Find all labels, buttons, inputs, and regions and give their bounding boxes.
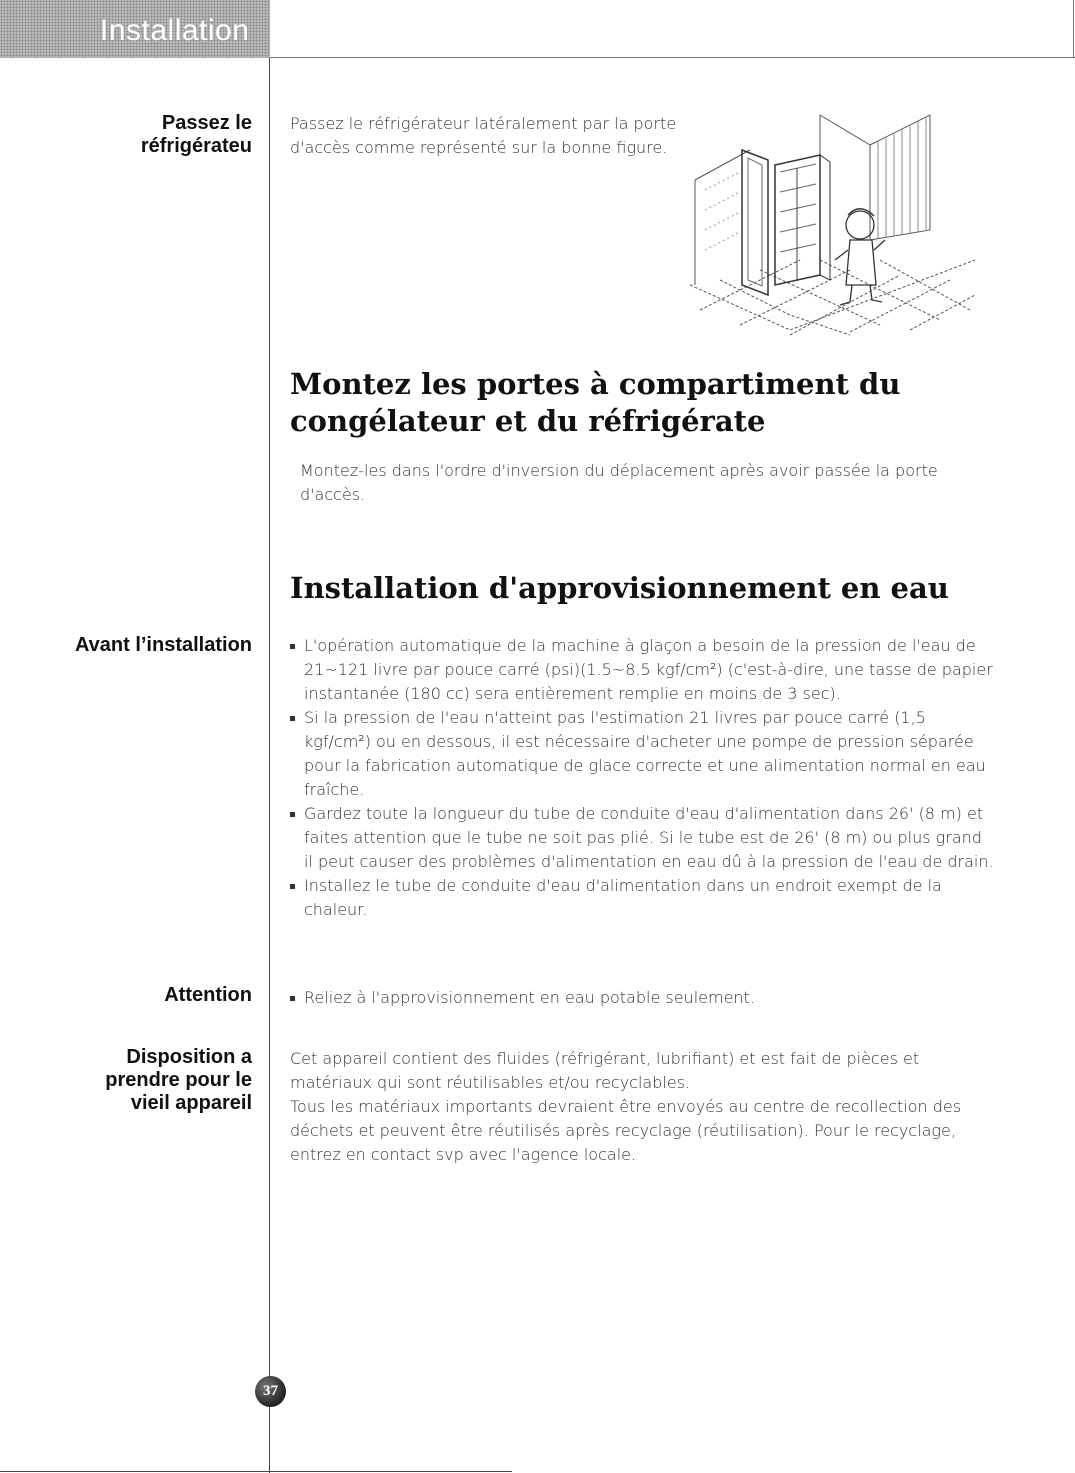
heading-line: Montez les portes à compartiment du bbox=[290, 367, 901, 401]
label-line: Passez le bbox=[161, 112, 252, 134]
column-divider bbox=[269, 58, 270, 1473]
water-bullets bbox=[290, 634, 995, 922]
label-attention: Attention bbox=[164, 984, 252, 1006]
label-move-fridge bbox=[141, 112, 252, 158]
section-title: Installation bbox=[100, 14, 250, 47]
page-number: 37 bbox=[263, 1383, 278, 1399]
text-line: d'accès. bbox=[300, 485, 366, 504]
label-line: vieil appareil bbox=[130, 1092, 252, 1114]
label-line: Disposition a bbox=[126, 1046, 252, 1068]
mount-doors-text bbox=[300, 459, 1020, 507]
bullet-item: Reliez à l'approvisionnement en eau potable seulement. bbox=[290, 986, 995, 1010]
disposal-text bbox=[290, 1047, 980, 1167]
move-fridge-text bbox=[290, 112, 680, 160]
section-tab bbox=[0, 0, 270, 58]
label-line: réfrigérateu bbox=[140, 135, 252, 157]
disposal-paragraph: Tous les matériaux importants devraient être envoyés au centre de recollection des déchets et peuvent être réutilisés après recyclage (réutilisation). Pour le recyclage, entrez en contact svp avec l'agence locale. bbox=[290, 1097, 962, 1164]
label-before-install: Avant l’installation bbox=[74, 634, 252, 656]
bullet-item: L'opération automatique de la machine à glaçon a besoin de la pression de l'eau de 21~121 livre par pouce carré (psi)(1.5~8.5 kgf/cm²) (c'est-à-dire, une tasse de papier instantanée (180 cc) sera entièrement remplie en moins de 3 sec). bbox=[290, 634, 995, 706]
heading-water-supply: Installation d'approvisionnement en eau bbox=[290, 571, 949, 605]
fridge-doorway-illustration bbox=[680, 110, 980, 345]
page-number-badge bbox=[255, 1376, 286, 1407]
heading-line: congélateur et du réfrigérate bbox=[290, 404, 766, 438]
disposal-paragraph: Cet appareil contient des fluides (réfrigérant, lubrifiant) et est fait de pièces et matériaux qui sont réutilisables et/ou recyclables. bbox=[290, 1049, 920, 1092]
bullet-item: Si la pression de l'eau n'atteint pas l'estimation 21 livres par pouce carré (1,5 kgf/cm²) ou en dessous, il est nécessaire d'acheter une pompe de pression séparée pour la fabrication automatique de glace correcte et une alimentation normal en eau fraîche. bbox=[290, 706, 995, 802]
bullet-item: Gardez toute la longueur du tube de conduite d'eau d'alimentation dans 26' (8 m) et faites attention que le tube ne soit pas plié. Si le tube est de 26' (8 m) ou plus grand il peut causer des problèmes d'alimentation en eau dû à la pression de l'eau de drain. bbox=[290, 802, 995, 874]
attention-text bbox=[290, 986, 995, 1010]
label-line: prendre pour le bbox=[105, 1069, 252, 1091]
bullet-item: Installez le tube de conduite d'eau d'alimentation dans un endroit exempt de la chaleur. bbox=[290, 874, 995, 922]
heading-mount-doors bbox=[290, 366, 900, 440]
footer-rule bbox=[0, 1471, 512, 1472]
text-line: Passez le réfrigérateur latéralement par la porte bbox=[290, 114, 677, 133]
text-line: d'accès comme représenté sur la bonne figure. bbox=[290, 138, 668, 157]
header-rule bbox=[270, 57, 1075, 58]
header-edge bbox=[1073, 0, 1074, 58]
label-disposal bbox=[105, 1046, 252, 1115]
text-line: Montez-les dans l'ordre d'inversion du déplacement après avoir passée la porte bbox=[300, 461, 938, 480]
